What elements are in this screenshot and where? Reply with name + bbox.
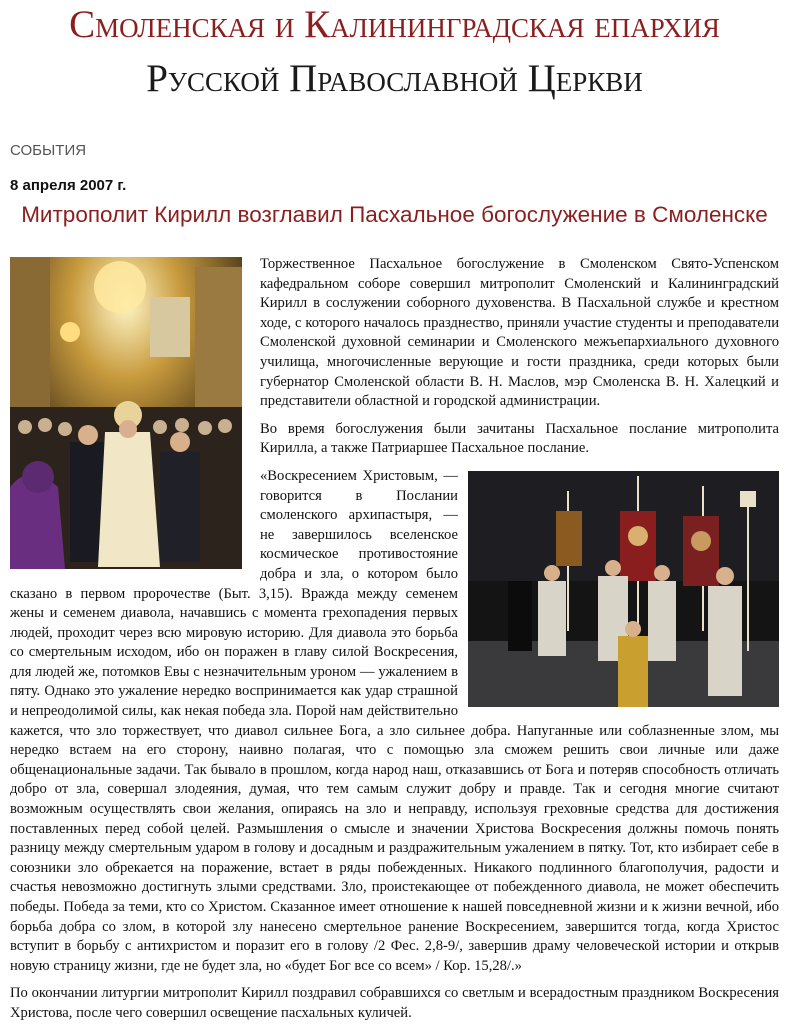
site-title-line2: Русской Православной Церкви xyxy=(146,57,643,100)
cathedral-service-photo xyxy=(10,257,242,569)
article-paragraph: По окончании литургии митрополит Кирилл поздравил собравшихся со светлым и всерадостным праздником Воскресения Христова, после чего совершил освещение пасхальных куличей. xyxy=(10,985,779,1021)
article-date: 8 апреля 2007 г. xyxy=(10,177,127,194)
procession-photo xyxy=(468,471,779,707)
site-title-line1: Смоленская и Калининградская епархия xyxy=(69,3,720,46)
article-paragraph: Во время богослужения были зачитаны Пасхальное послание митрополита Кирилла, а также Патриаршее Пасхальное послание. xyxy=(260,420,779,457)
article-body xyxy=(10,255,779,1032)
article-paragraph: Торжественное Пасхальное богослужение в Смоленском Свято-Успенском кафедральном соборе совершил митрополит Смоленский и Калининградский Кирилл в сослужении соборного духовенства. В Пасхальной службе и крестном ходе, с которого началось празднество, приняли участие студенты и преподаватели Смоленской духовной семинарии и Смоленского межъепархиального духовного училища, многочисленные верующие и гости праздника, среди которых были губернатор Смоленской области В. Н. Маслов, мэр Смоленска В. Н. Халецкий и представители областной и городской администрации. xyxy=(260,256,779,410)
site-header xyxy=(0,0,789,110)
article-paragraph: «Воскресением Христовым, — говорится в Послании смоленского архипастыря, — не завершилось вселенское космическое противостояние добра и зла, о котором было сказано в первом пророчестве (Быт. 3,15). Вражда между семенем жены и семенем диавола, начавшись с момента грехопадения первых людей, проходит через всю мировую историю. Для диавола это борьба со смертельным исходом, ибо он поражен в главу силой Воскресения, для людей же, потомков Евы с незначительным уроном — ужалением в пяту. Однако это ужаление нередко воспринимается как удар страшной и непреодолимой силы, как некая победа зла. Порой нам действительно кажется, что зло торжествует, что диавол сильнее Бога, а зло сильнее добра. Напуганные или соблазненные злом, мы нередко встаем на его сторону, наивно полагая, что с помощью зла сможем решить свои личные или даже общенациональные задачи. Так бывало в прошлом, когда народ наш, отказавшись от Бога и потеряв способность отличать добро от зла, совершал злодеяния, думая, что тем самым служит добру и правде. Так и сегодня многие считают возможным осуществлять свои желания, опираясь на зло и неправду, используя греховные средства для достижения поставленных перед собой целей. Размышления о смысле и значении Христова Воскресения должны помочь понять разницу между смертельным ударом в голову и досадным и раздражительным ужалением в пятку. Тот, кто избирает себе в союзники зло обрекается на поражение, встает в ряды побежденных. Никакого подлинного благополучия, радости и счастья невозможно достигнуть злыми средствами. Зло, проистекающее от побежденного диавола, не может обеспечить победы. Победа за теми, кто со Христом. Сказанное имеет отношение к нашей повседневной жизни и к жизни вечной, ибо борьба добра со злом, в которой злу нанесено смертельное ранение Воскресением, завершится тогда, когда Христос вступит в борьбу с антихристом и поразит его в голову /2 Фес. 2,8-9/, завершив драму человеческой истории и открыв новую страницу жизни, где не будет зла, но «будет Бог все со всем» / Кор. 15,28/.» xyxy=(10,467,779,974)
article-title: Митрополит Кирилл возглавил Пасхальное богослужение в Смоленске xyxy=(21,202,768,227)
section-label[interactable]: СОБЫТИЯ xyxy=(10,142,87,159)
